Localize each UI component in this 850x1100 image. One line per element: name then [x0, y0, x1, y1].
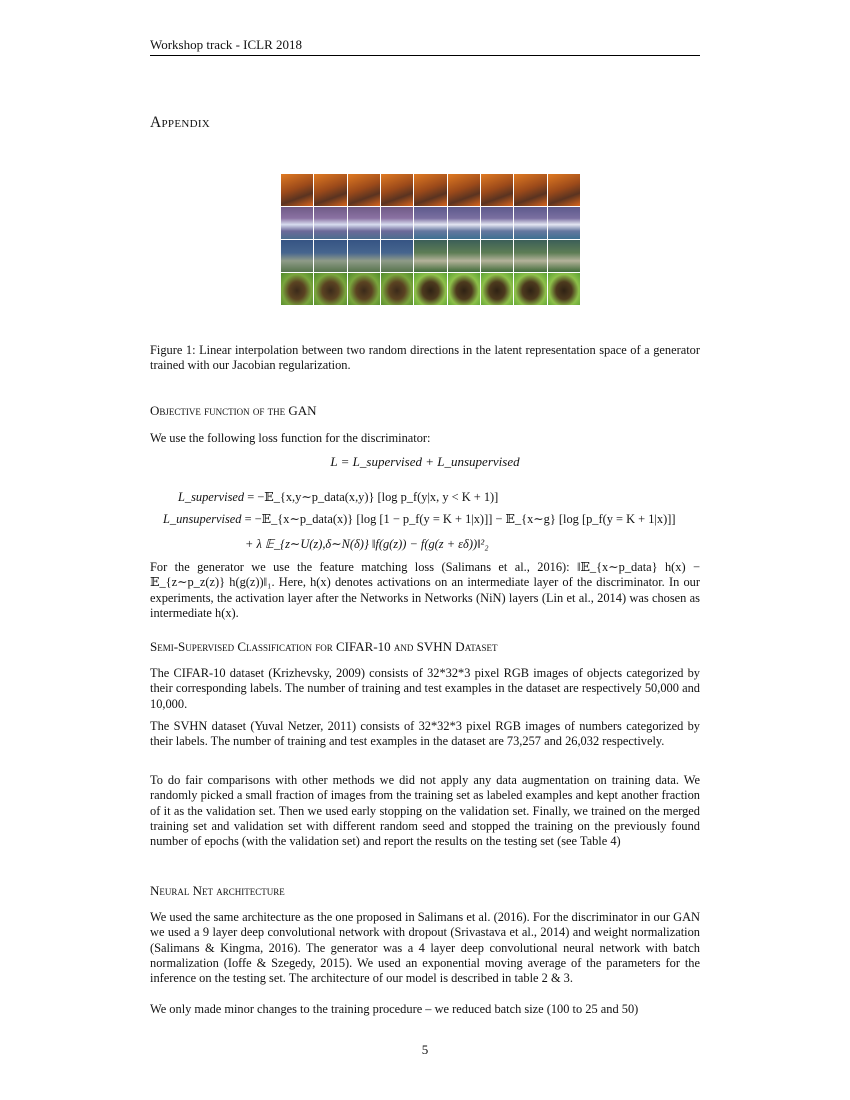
- eq-supervised-rhs: = −𝔼_{x,y∼p_data(x,y)} [log p_f(y|x, y < K + 1)]: [247, 490, 499, 504]
- interpolation-image: [381, 174, 413, 206]
- equation-supervised-loss: [178, 490, 698, 505]
- interpolation-image: [348, 174, 380, 206]
- interpolation-image: [548, 273, 580, 305]
- interpolation-image: [348, 240, 380, 272]
- interpolation-image: [448, 273, 480, 305]
- page-number: 5: [421, 1042, 429, 1057]
- interpolation-image: [514, 240, 546, 272]
- eq-supervised-lhs: L_supervised: [178, 490, 245, 504]
- interpolation-image: [414, 207, 446, 239]
- interpolation-figure: [281, 174, 580, 305]
- interpolation-image: [281, 174, 313, 206]
- interpolation-image: [548, 174, 580, 206]
- interpolation-image: [414, 273, 446, 305]
- interpolation-image: [348, 207, 380, 239]
- interpolation-image: [514, 273, 546, 305]
- equation-total-loss: L = L_supervised + L_unsupervised: [330, 454, 520, 469]
- interpolation-image: [381, 240, 413, 272]
- interpolation-image: [314, 174, 346, 206]
- interpolation-image: [381, 207, 413, 239]
- objective-paragraph: For the generator we use the feature matching loss (Salimans et al., 2016): ‖𝔼_{x∼p_data} h(x) − 𝔼_{z∼p_z(z)} h(g(z))‖₁. Here, h(x) denotes activations on an intermediate layer of the discriminator. In our experiments, the activation layer after the Networks in Networks (NiN) layers (Lin et al., 2014) was chosen as intermediate h(x).: [150, 560, 700, 620]
- figure-caption: Figure 1: Linear interpolation between two random directions in the latent representation space of a generator trained with our Jacobian regularization.: [150, 343, 700, 373]
- interpolation-image: [281, 207, 313, 239]
- interpolation-image: [381, 273, 413, 305]
- interpolation-image: [414, 240, 446, 272]
- section-heading-semi-supervised: Semi-Supervised Classification for CIFAR-10 and SVHN Dataset: [150, 639, 498, 654]
- interpolation-image: [548, 240, 580, 272]
- header-rule: [150, 55, 700, 56]
- training-procedure-paragraph: To do fair comparisons with other methods we did not apply any data augmentation on training data. We randomly picked a small fraction of images from the training set as labeled examples and kept another fraction of it as the validation set. Then we used early stopping on the validation set. Finally, we trained on the merged training set and validation set with different random seed and stopped the training on the previously found number of epochs (with the validation set) and report the results on the testing set (see Table 4): [150, 773, 700, 849]
- eq-unsupervised-lhs: L_unsupervised: [163, 512, 242, 526]
- section-heading-architecture: Neural Net architecture: [150, 883, 285, 898]
- architecture-paragraph: We used the same architecture as the one proposed in Salimans et al. (2016). For the discriminator in our GAN we used a 9 layer deep convolutional network with dropout (Srivastava et al., 2014) and weight normalization (Salimans & Kingma, 2016). The generator was a 4 layer deep convolutional neural network with batch normalization (Ioffe & Szegedy, 2015). We used an exponential moving average of the parameters for the inference on the testing set. The architecture of our model is described in table 2 & 3.: [150, 910, 700, 986]
- svhn-paragraph: The SVHN dataset (Yuval Netzer, 2011) consists of 32*32*3 pixel RGB images of numbers categorized by their labels. The number of training and test examples in the dataset are 73,257 and 26,032 respectively.: [150, 719, 700, 749]
- equation-jacobian-regularizer: + λ 𝔼_{z∼U(z),δ∼N(δ)} ‖f(g(z)) − f(g(z + εδ))‖²₂: [245, 537, 489, 551]
- training-changes-paragraph: We only made minor changes to the training procedure – we reduced batch size (100 to 25 and 50): [150, 1002, 639, 1016]
- interpolation-image: [348, 273, 380, 305]
- interpolation-image: [314, 207, 346, 239]
- interpolation-image: [314, 273, 346, 305]
- interpolation-image: [448, 174, 480, 206]
- interpolation-image: [414, 174, 446, 206]
- interpolation-image: [448, 240, 480, 272]
- cifar-paragraph: The CIFAR-10 dataset (Krizhevsky, 2009) consists of 32*32*3 pixel RGB images of objects categorized by their corresponding labels. The number of training and test examples in the dataset are respectively 50,000 and 10,000.: [150, 666, 700, 711]
- running-header: Workshop track - ICLR 2018: [150, 37, 303, 52]
- interpolation-image: [448, 207, 480, 239]
- interpolation-image: [314, 240, 346, 272]
- section-heading-objective: Objective function of the GAN: [150, 403, 317, 418]
- appendix-heading: Appendix: [150, 114, 211, 131]
- eq-unsupervised-rhs: = −𝔼_{x∼p_data(x)} [log [1 − p_f(y = K + 1|x)]] − 𝔼_{x∼g} [log [p_f(y = K + 1|x)]]: [244, 512, 676, 526]
- interpolation-image: [481, 207, 513, 239]
- objective-intro: We use the following loss function for the discriminator:: [150, 431, 431, 445]
- interpolation-image: [481, 174, 513, 206]
- interpolation-image: [481, 240, 513, 272]
- interpolation-image: [514, 174, 546, 206]
- interpolation-image: [281, 240, 313, 272]
- interpolation-image: [514, 207, 546, 239]
- equation-unsupervised-loss: [163, 512, 698, 527]
- interpolation-image: [281, 273, 313, 305]
- interpolation-image: [481, 273, 513, 305]
- interpolation-image: [548, 207, 580, 239]
